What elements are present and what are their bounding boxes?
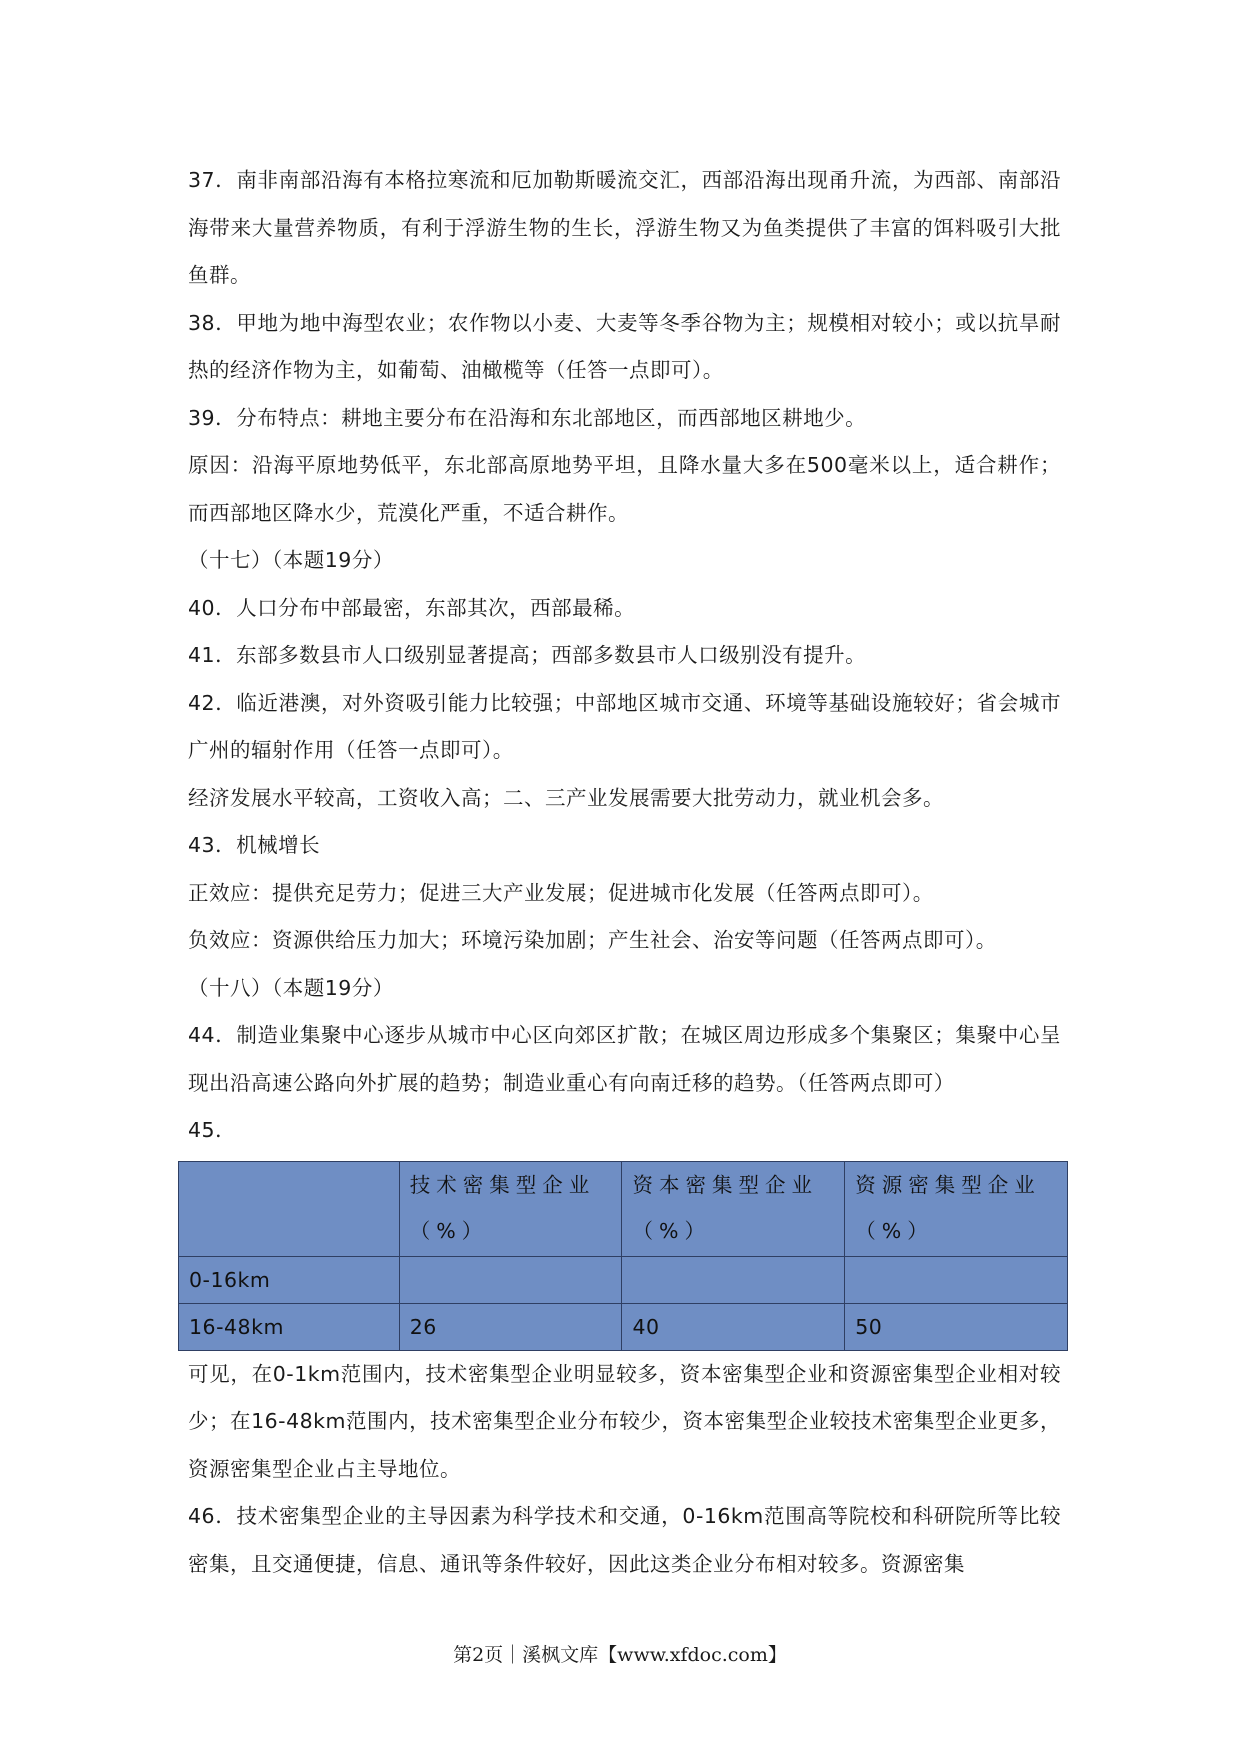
paragraph-37: 37．南非南部沿海有本格拉寒流和厄加勒斯暖流交汇，西部沿海出现甬升流，为西部、南部沿海带来大量营养物质，有利于浮游生物的生长，浮游生物又为鱼类提供了丰富的饵料吸引大批鱼群。 — [188, 168, 1061, 287]
header-resource-intensive: 资源密集型企业（%） — [855, 1172, 1041, 1243]
table-header-cell — [622, 1161, 845, 1256]
paragraph-38: 38．甲地为地中海型农业；农作物以小麦、大麦等冬季谷物为主；规模相对较小；或以抗旱耐热的经济作物为主，如葡萄、油橄榄等（任答一点即可）。 — [188, 310, 1061, 382]
table-cell: 16-48km — [179, 1303, 400, 1350]
paragraph-42-extra: 经济发展水平较高，工资收入高；二、三产业发展需要大批劳动力，就业机会多。 — [188, 785, 944, 810]
table-cell: 26 — [399, 1303, 622, 1350]
enterprise-distribution-table — [178, 1161, 1068, 1351]
paragraph-46: 46．技术密集型企业的主导因素为科学技术和交通，0-16km范围高等院校和科研院所等比较密集，且交通便捷，信息、通讯等条件较好，因此这类企业分布相对较多。资源密集 — [188, 1504, 1061, 1576]
table-row — [179, 1303, 1068, 1350]
table-cell — [399, 1256, 622, 1303]
table-header-row — [179, 1161, 1068, 1256]
table-header-cell — [845, 1161, 1068, 1256]
paragraph-45: 45． — [188, 1118, 237, 1142]
paragraph-43: 43．机械增长 — [188, 833, 321, 857]
paragraph-42: 42．临近港澳，对外资吸引能力比较强；中部地区城市交通、环境等基础设施较好；省会城市广州的辐射作用（任答一点即可）。 — [188, 690, 1061, 762]
page-footer: 第2页｜溪枫文库【www.xfdoc.com】 — [453, 1644, 787, 1666]
paragraph-39-feature: 39．分布特点：耕地主要分布在沿海和东北部地区，而西部地区耕地少。 — [188, 405, 867, 430]
section-heading-17: （十七）（本题19分） — [188, 548, 394, 572]
document-body — [188, 157, 1061, 1588]
table-header-cell — [399, 1161, 622, 1256]
section-heading-18: （十八）（本题19分） — [188, 975, 394, 1000]
table-cell: 50 — [845, 1303, 1068, 1350]
paragraph-44: 44．制造业集聚中心逐步从城市中心区向郊区扩散；在城区周边形成多个集聚区；集聚中心呈现出沿高速公路向外扩展的趋势；制造业重心有向南迁移的趋势。（任答两点即可） — [188, 1023, 1061, 1095]
paragraph-43-negative: 负效应：资源供给压力加大；环境污染加剧；产生社会、治安等问题（任答两点即可）。 — [188, 928, 997, 952]
paragraph-41: 41．东部多数县市人口级别显著提高；西部多数县市人口级别没有提升。 — [188, 643, 867, 667]
header-capital-intensive: 资本密集型企业（%） — [632, 1172, 818, 1243]
paragraph-40: 40．人口分布中部最密，东部其次，西部最稀。 — [188, 595, 636, 620]
paragraph-39-reason: 原因：沿海平原地势低平，东北部高原地势平坦，且降水量大多在500毫米以上，适合耕作；而西部地区降水少，荒漠化严重，不适合耕作。 — [188, 453, 1061, 525]
answers-section-after-table — [188, 1351, 1061, 1589]
header-tech-intensive: 技术密集型企业（%） — [409, 1172, 596, 1243]
table-cell — [622, 1256, 845, 1303]
table-header-cell — [179, 1161, 400, 1256]
table-cell: 0-16km — [179, 1256, 400, 1303]
paragraph-43-positive: 正效应：提供充足劳力；促进三大产业发展；促进城市化发展（任答两点即可）。 — [188, 880, 934, 905]
table-row — [179, 1256, 1068, 1303]
table-cell: 40 — [622, 1303, 845, 1350]
table-cell — [845, 1256, 1068, 1303]
paragraph-45-analysis: 可见，在0-1km范围内，技术密集型企业明显较多，资本密集型企业和资源密集型企业相对较少；在16-48km范围内，技术密集型企业分布较少，资本密集型企业较技术密集型企业更多，资源密集型企业占主导地位。 — [188, 1361, 1061, 1481]
answers-section-before-table — [188, 157, 1061, 1155]
